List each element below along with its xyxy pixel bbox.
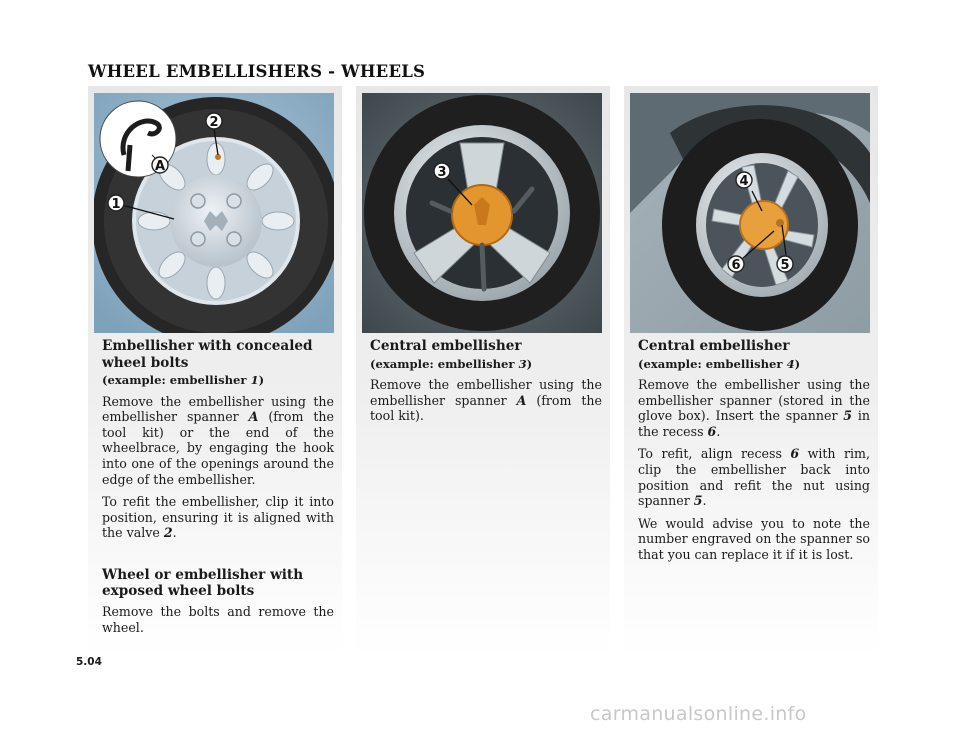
column-central-embellisher-3 <box>356 86 610 656</box>
paragraph-remove: Remove the embellisher using the embellisher spanner (stored in the glove box). Insert the spanner 5 in the recess 6. <box>638 377 870 439</box>
text-central-embellisher-3 <box>370 338 602 431</box>
section-heading: Central embellisher <box>638 338 790 354</box>
text-central-embellisher-4 <box>638 338 870 570</box>
section-heading: Central embellisher <box>370 338 522 354</box>
paragraph-remove: Remove the embellisher using the embellisher spanner A (from the tool kit) or the end of the wheelbrace, by engaging the hook into one of the openings around the edge of the embellisher. <box>102 393 334 487</box>
svg-text:1: 1 <box>111 197 121 212</box>
photo-embellisher-concealed-bolts <box>94 93 334 333</box>
callout-a <box>152 157 168 174</box>
section-heading: Embellisher with concealed wheel bolts <box>102 338 313 371</box>
example-note: (example: embellisher 3) <box>370 356 533 371</box>
column-central-embellisher-4 <box>624 86 878 656</box>
callout-6 <box>728 256 744 273</box>
page-number: 5.04 <box>76 656 102 668</box>
svg-text:2: 2 <box>209 115 219 130</box>
paragraph-exposed: Remove the bolts and remove the wheel. <box>102 603 334 635</box>
svg-text:4: 4 <box>739 174 749 189</box>
svg-text:3: 3 <box>437 165 447 180</box>
example-note: (example: embellisher 4) <box>638 356 801 371</box>
svg-text:6: 6 <box>731 258 741 273</box>
svg-text:5: 5 <box>780 258 790 273</box>
photo-central-embellisher-4 <box>630 93 870 333</box>
column-concealed-bolts <box>88 86 342 656</box>
svg-text:A: A <box>154 159 166 174</box>
callout-1 <box>108 195 124 212</box>
paragraph-refit: To refit, align recess 6 with rim, clip the embellisher back into position and refit the nut using spanner 5. <box>638 446 870 509</box>
paragraph-advice: We would advise you to note the number engraved on the spanner so that you can replace it if it is lost. <box>638 515 870 563</box>
paragraph-remove: Remove the embellisher using the embellisher spanner A (from the tool kit). <box>370 377 602 424</box>
callout-5 <box>777 256 793 273</box>
callout-4 <box>736 172 752 189</box>
photo-central-embellisher-3 <box>362 93 602 333</box>
callout-3 <box>434 163 450 180</box>
paragraph-refit: To refit the embellisher, clip it into position, ensuring it is aligned with the valve 2. <box>102 494 334 541</box>
watermark: carmanualsonline.info <box>590 703 807 725</box>
example-note: (example: embellisher 1) <box>102 373 265 387</box>
page-title: WHEEL EMBELLISHERS - WHEELS <box>88 62 426 81</box>
section-heading-exposed: Wheel or embellisher with exposed wheel bolts <box>102 566 304 600</box>
text-concealed-bolts <box>102 338 334 642</box>
callout-2 <box>206 113 222 130</box>
